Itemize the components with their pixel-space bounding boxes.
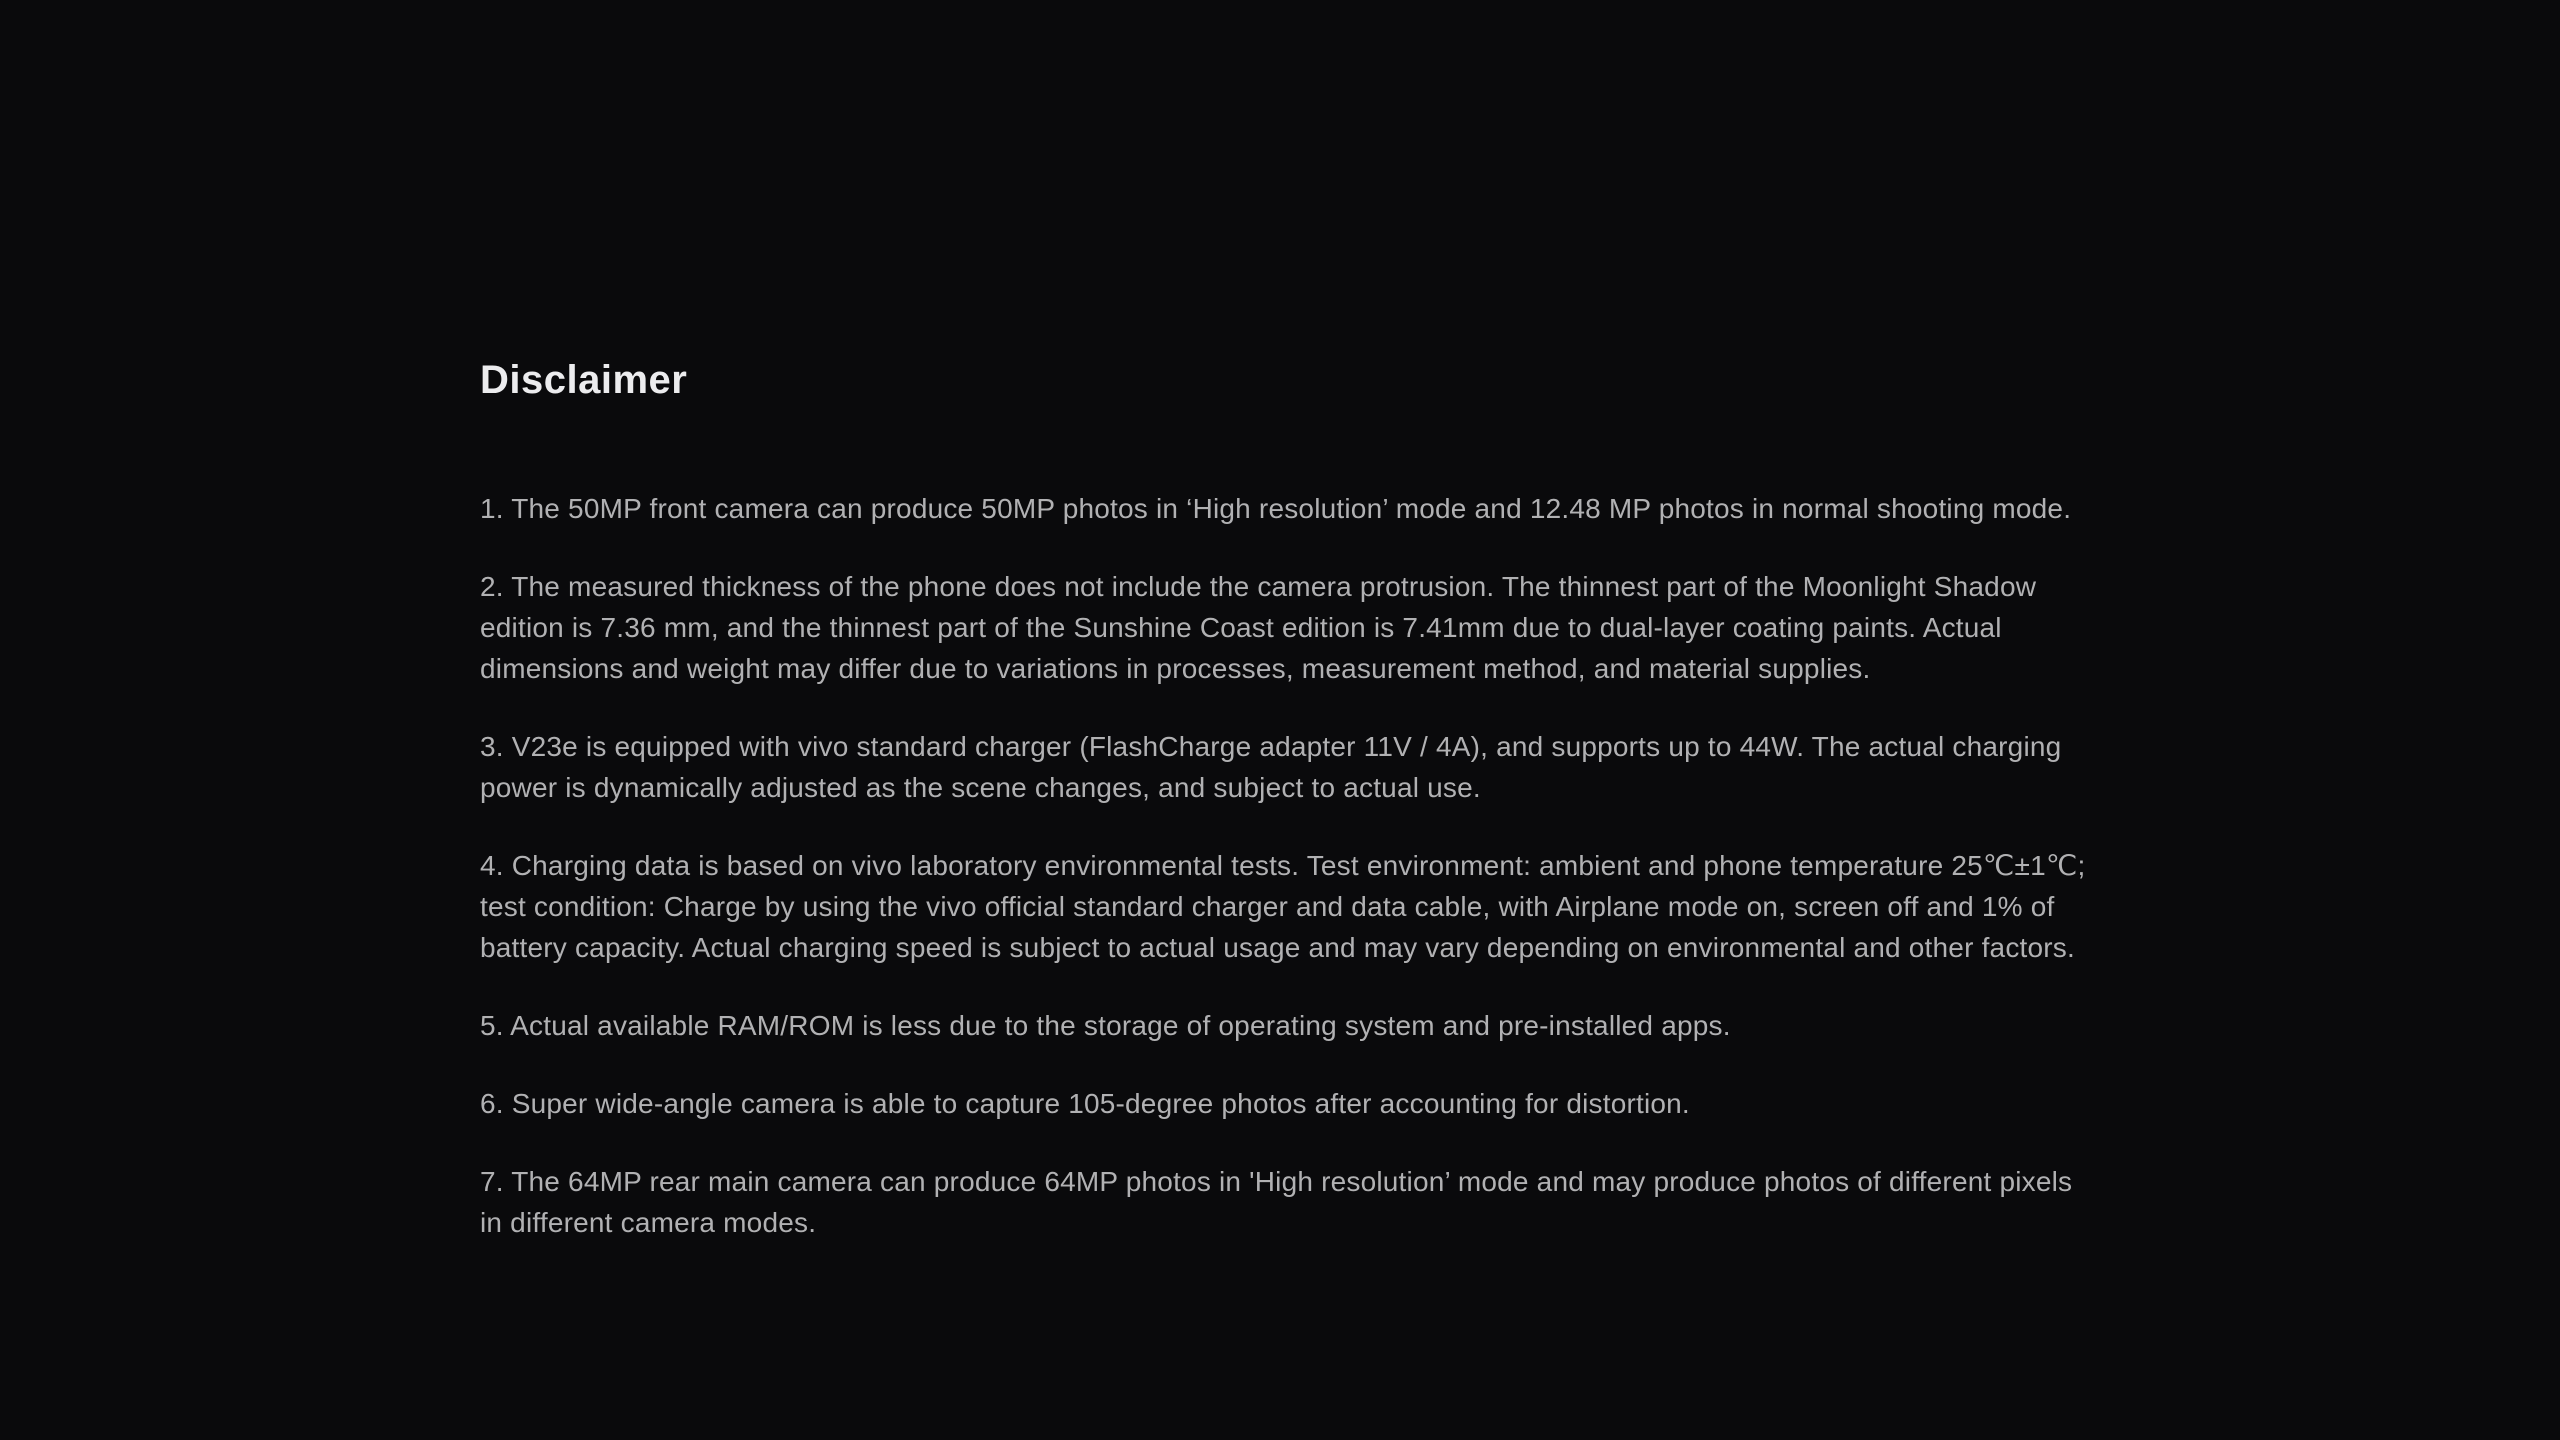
disclaimer-item-7: 7. The 64MP rear main camera can produce 64MP photos in 'High resolution’ mode and may produce photos of different pixels in different camera modes. — [480, 1166, 2073, 1238]
disclaimer-item-2: 2. The measured thickness of the phone does not include the camera protrusion. The thinnest part of the Moonlight Shadow edition is 7.36 mm, and the thinnest part of the Sunshine Coast edition is 7.41mm due to dual-layer coating paints. Actual dimensions and weight may differ due to variations in processes, measurement method, and material supplies. — [480, 571, 2037, 684]
disclaimer-item-3: 3. V23e is equipped with vivo standard charger (FlashCharge adapter 11V / 4A), and supports up to 44W. The actual charging power is dynamically adjusted as the scene changes, and subject to actual use. — [480, 731, 2062, 803]
disclaimer-item-1: 1. The 50MP front camera can produce 50MP photos in ‘High resolution’ mode and 12.48 MP photos in normal shooting mode. — [480, 493, 2072, 524]
disclaimer-section — [480, 356, 2095, 1243]
page-title: Disclaimer — [480, 358, 688, 402]
disclaimer-item-5: 5. Actual available RAM/ROM is less due to the storage of operating system and pre-installed apps. — [480, 1010, 1731, 1041]
disclaimer-item-4: 4. Charging data is based on vivo laboratory environmental tests. Test environment: ambient and phone temperature 25℃±1℃; test condition: Charge by using the vivo official standard charger and data cable, with Airplane mode on, screen off and 1% of battery capacity. Actual charging speed is subject to actual usage and may vary depending on environmental and other factors. — [480, 850, 2086, 963]
disclaimer-item-6: 6. Super wide-angle camera is able to capture 105-degree photos after accounting for distortion. — [480, 1088, 1690, 1119]
